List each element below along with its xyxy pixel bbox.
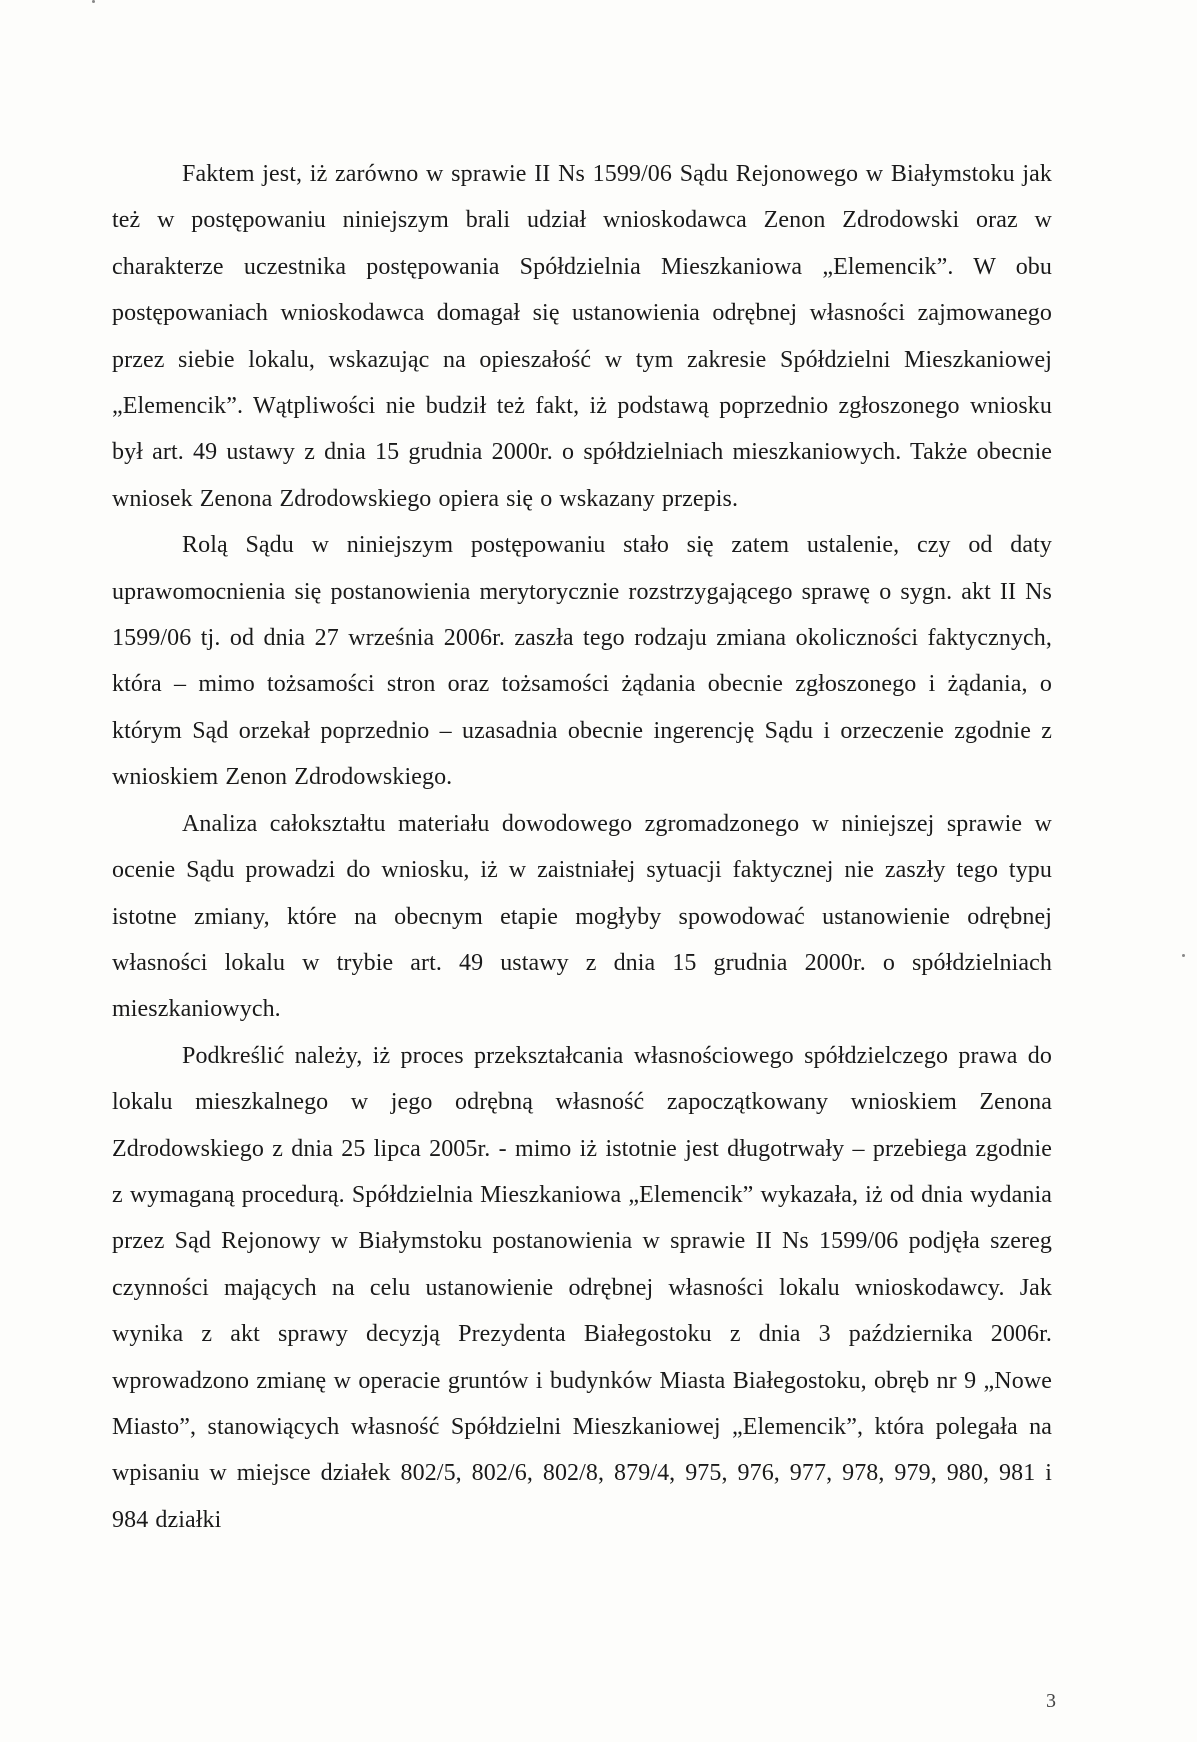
page-number: 3 [1046, 1690, 1056, 1712]
paragraph-1: Faktem jest, iż zarówno w sprawie II Ns 1599/06 Sądu Rejonowego w Białymstoku jak też w postępowaniu niniejszym brali udział wnioskodawca Zenon Zdrodowski oraz w charakterze uczestnika postępowania Spółdzielnia Mieszkaniowa „Elemencik”. W obu postępowaniach wnioskodawca domagał się ustanowienia odrębnej własności zajmowanego przez siebie lokalu, wskazując na opieszałość w tym zakresie Spółdzielni Mieszkaniowej „Elemencik”. Wątpliwości nie budził też fakt, iż podstawą poprzednio zgłoszonego wniosku był art. 49 ustawy z dnia 15 grudnia 2000r. o spółdzielniach mieszkaniowych. Także obecnie wniosek Zenona Zdrodowskiego opiera się o wskazany przepis. [112, 161, 1052, 512]
paragraph-3: Analiza całokształtu materiału dowodowego zgromadzonego w niniejszej sprawie w ocenie Sądu prowadzi do wniosku, iż w zaistniałej sytuacji faktycznej nie zaszły tego typu istotne zmiany, które na obecnym etapie mogłyby spowodować ustanowienie odrębnej własności lokalu w trybie art. 49 ustawy z dnia 15 grudnia 2000r. o spółdzielniach mieszkaniowych. [112, 810, 1052, 1023]
paragraph-4: Podkreślić należy, iż proces przekształcania własnościowego spółdzielczego prawa do lokalu mieszkalnego w jego odrębną własność zapoczątkowany wnioskiem Zenona Zdrodowskiego z dnia 25 lipca 2005r. - mimo iż istotnie jest długotrwały – przebiega zgodnie z wymaganą procedurą. Spółdzielnia Mieszkaniowa „Elemencik” wykazała, iż od dnia wydania przez Sąd Rejonowy w Białymstoku postanowienia w sprawie II Ns 1599/06 podjęła szereg czynności mających na celu ustanowienie odrębnej własności lokalu wnioskodawcy. Jak wynika z akt sprawy decyzją Prezydenta Białegostoku z dnia 3 października 2006r. wprowadzono zmianę w operacie gruntów i budynków Miasta Białegostoku, obręb nr 9 „Nowe Miasto”, stanowiących własność Spółdzielni Mieszkaniowej „Elemencik”, która polegała na wpisaniu w miejsce działek 802/5, 802/6, 802/8, 879/4, 975, 976, 977, 978, 979, 980, 981 i 984 działki [112, 1042, 1052, 1533]
scan-artifact [92, 0, 95, 3]
scan-artifact [1182, 954, 1185, 957]
paragraph-2: Rolą Sądu w niniejszym postępowaniu stało się zatem ustalenie, czy od daty uprawomocnienia się postanowienia merytorycznie rozstrzygającego sprawę o sygn. akt II Ns 1599/06 tj. od dnia 27 września 2006r. zaszła tego rodzaju zmiana okoliczności faktycznych, która – mimo tożsamości stron oraz tożsamości żądania obecnie zgłoszonego i żądania, o którym Sąd orzekał poprzednio – uzasadnia obecnie ingerencję Sądu i orzeczenie zgodnie z wnioskiem Zenon Zdrodowskiego. [112, 532, 1052, 791]
document-body [112, 151, 1052, 1543]
